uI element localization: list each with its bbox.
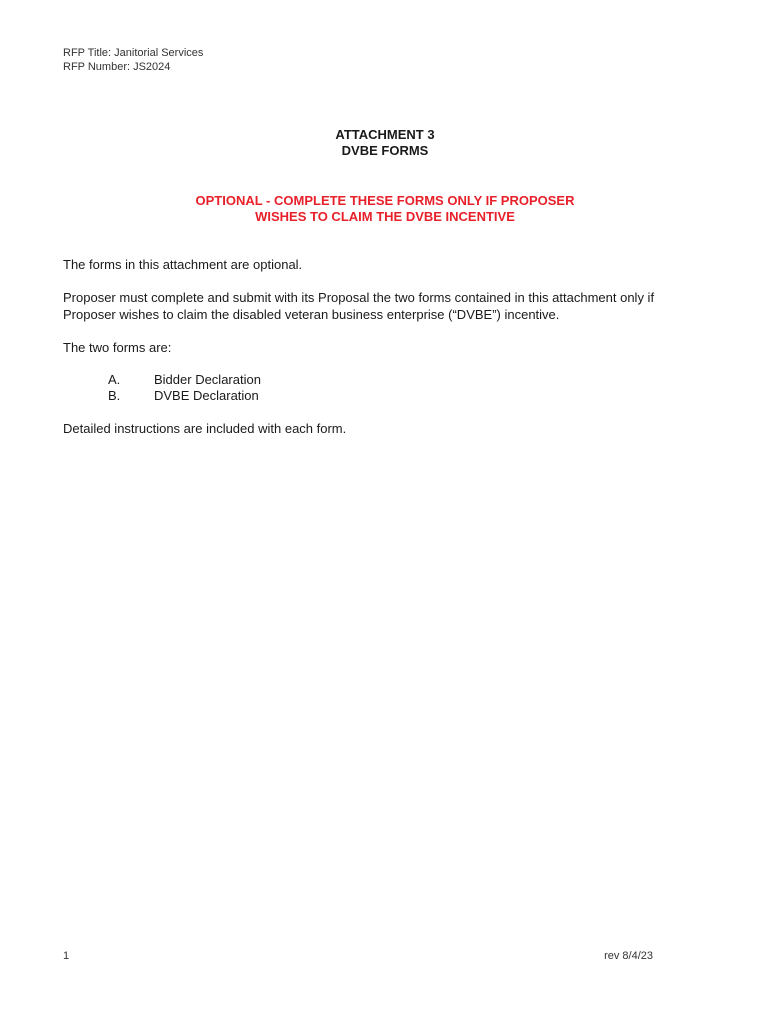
list-item-text: Bidder Declaration <box>154 372 261 387</box>
list-item <box>108 387 259 404</box>
closing-paragraph: Detailed instructions are included with each form. <box>63 421 347 436</box>
revision-date: rev 8/4/23 <box>604 950 653 962</box>
list-item <box>108 371 261 388</box>
optional-notice-line2: WISHES TO CLAIM THE DVBE INCENTIVE <box>255 209 515 224</box>
instruction-line1: Proposer must complete and submit with its Proposal the two forms contained in this attachment only if <box>63 290 655 305</box>
attachment-title: ATTACHMENT 3 <box>335 127 435 142</box>
list-item-text: DVBE Declaration <box>154 388 259 403</box>
rfp-number: RFP Number: JS2024 <box>63 61 171 73</box>
instruction-line2: Proposer wishes to claim the disabled veteran business enterprise (“DVBE”) incentive. <box>63 307 560 322</box>
attachment-subtitle: DVBE FORMS <box>341 143 429 158</box>
rfp-title: RFP Title: Janitorial Services <box>63 47 204 59</box>
intro-paragraph: The forms in this attachment are optional. <box>63 257 303 272</box>
forms-intro: The two forms are: <box>63 340 172 355</box>
optional-notice-line1: OPTIONAL - COMPLETE THESE FORMS ONLY IF PROPOSER <box>195 193 575 208</box>
list-marker: A. <box>108 372 121 387</box>
page-number: 1 <box>63 950 70 962</box>
list-marker: B. <box>108 388 121 403</box>
